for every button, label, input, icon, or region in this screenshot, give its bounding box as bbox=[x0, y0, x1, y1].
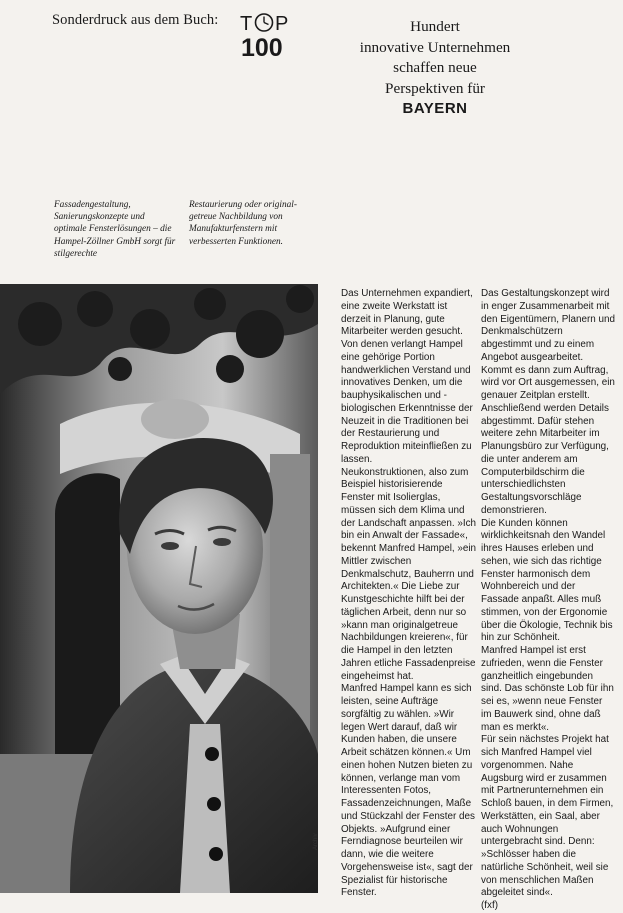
paragraph: Für sein nächstes Projekt hat sich Manfred Hampel viel vorgenommen. Nahe Augsburg wird er zusammen mit Partnerunternehmen ein Schloß bauen, in dem Firmen, Werkstätten, ein Saal, aber auch Wohnungen untergebracht sind. Denn: »Schlösser haben die natürliche Schönheit, weil sie von menschlichen Maßen abgeleitet sind«. bbox=[481, 734, 614, 899]
caption-right: Restaurierung oder original-getreue Nachbildung von Manufakturfenstern mit verbesserten Funktionen. bbox=[189, 200, 297, 247]
top100-logo bbox=[238, 8, 296, 58]
paragraph: Manfred Hampel ist erst zufrieden, wenn die Fenster ganzheitlich eingebunden sind. Das schönste Lob für ihn sei es, »wenn neue Fenster im Bauwerk sind, ohne daß man es merkt«. bbox=[481, 645, 614, 733]
paragraph: Das Unternehmen expandiert, eine zweite Werkstatt ist derzeit in Planung, gute Mitarbeiter werden gesucht. Von denen verlangt Hampel eine gehörige Portion handwerklichen Verstand und innovatives Denken, um die bauphysikalischen und -biologischen Erkenntnisse der Neuzeit in die Traditionen bei der Restaurierung und Reproduktion miteinfließen zu lassen. bbox=[341, 288, 473, 465]
paragraph: Die Kunden können wirklichkeitsnah den Wandel ihres Hauses erleben und sehen, wie sich das richtige Fenster harmonisch dem Wohnbereich und der Fassade anpaßt. Alles muß stimmen, von der Ergonomie über die Ökologie, Technik bis hin zur Schönheit. bbox=[481, 517, 613, 644]
caption-left: Fassadengestaltung, Sanierungskonzepte und optimale Fensterlösungen – die Hampel-Zöllner GmbH sorgt für stilgerechte bbox=[54, 200, 176, 259]
headline-region: BAYERN bbox=[402, 100, 468, 117]
svg-text:P: P bbox=[275, 13, 289, 35]
paragraph: Neukonstruktionen, also zum Beispiel historisierende Fenster mit Isolierglas, müssen sich dem Klima und der Landschaft anpassen. »Ich bin ein Anwalt der Fassade«, bekennt Manfred Hampel, »ein Mittler zwischen Denkmalschutz, Bauherrn und Architekten.« Die Liebe zur Kunstgeschichte hilft bei der täglichen Arbeit, denn nur so »kann man originalgetreue Nachbildungen kreieren«, für die Hampel in den letzten Jahren etliche Fassadenpreise eingeheimst hat. bbox=[341, 466, 477, 682]
reprint-label: Sonderdruck aus dem Buch: bbox=[52, 12, 219, 28]
paragraph: Manfred Hampel kann es sich leisten, seine Aufträge sorgfältig zu wählen. »Wir legen Wert darauf, daß wir Kunden haben, die unsere Arbeit schätzen können.« Um einen hohen Nutzen bieten zu können, verlange man vom Interessenten Fotos, Fassadenzeichnungen, Maße und Stückzahl der Fenster des Objekts. »Aufgrund einer Ferndiagnose beurteilen wir dann, wie die weitere Vorgehensweise ist«, sagt der Spezialist für historische Fenster. bbox=[341, 683, 475, 899]
paragraph: Anschließend werden Details abgestimmt. Dafür stehen weitere zehn Mitarbeiter im Planungsbüro zur Verfügung, die unter anderem am Computerbildschirm die unterschiedlichsten Gestaltungsvorschläge demonstrieren. bbox=[481, 402, 609, 516]
portrait-photo bbox=[0, 284, 318, 893]
svg-text:T: T bbox=[240, 13, 253, 35]
headline-line: Perspektiven für bbox=[385, 79, 485, 97]
article-column-2 bbox=[481, 288, 615, 913]
author-signature: (fxf) bbox=[481, 900, 499, 911]
paragraph: Das Gestaltungskonzept wird in enger Zusammenarbeit mit den Eigentümern, Planern und Denkmalschützern abgestimmt und zu einem Angebot ausgearbeitet. Kommt es dann zum Auftrag, wird vor Ort ausgemessen, ein genauer Zeitplan erstellt. bbox=[481, 288, 615, 401]
logo-number: 100 bbox=[241, 34, 283, 58]
headline bbox=[330, 17, 540, 120]
headline-line: innovative Unternehmen bbox=[359, 38, 511, 56]
article-column-1 bbox=[341, 288, 477, 900]
photo-credit: Archiv bbox=[313, 833, 319, 850]
headline-line: schaffen neue bbox=[393, 59, 477, 76]
headline-line: Hundert bbox=[410, 18, 460, 35]
